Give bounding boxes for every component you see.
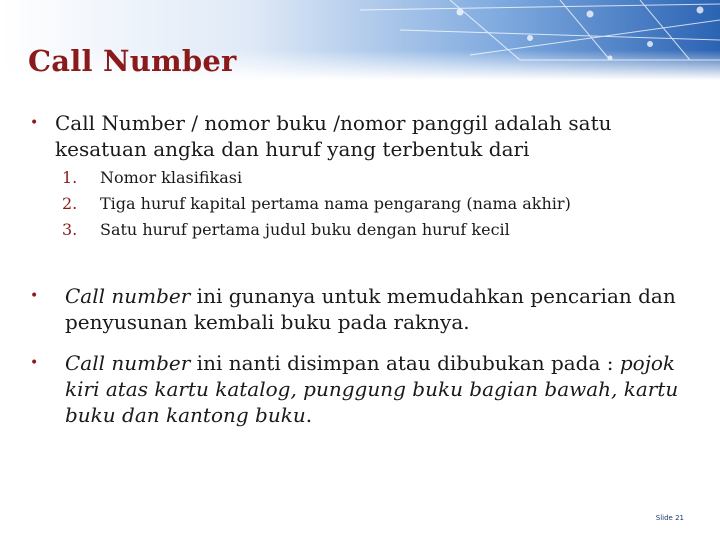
numbered-list xyxy=(62,165,571,243)
list-number: 2. xyxy=(62,194,78,213)
bullet-text: Call Number / nomor buku /nomor panggil adalah satu kesatuan angka dan huruf yang terbentuk dari xyxy=(55,111,612,161)
bullet-body: ini gunanya untuk memudahkan pencarian dan penyusunan kembali buku pada raknya. xyxy=(65,284,676,334)
slide-number: Slide 21 xyxy=(655,514,684,522)
slide-title: Call Number xyxy=(28,44,237,78)
italic-term: Call number xyxy=(65,284,191,308)
bullet-text xyxy=(65,283,690,335)
list-number: 1. xyxy=(62,168,78,187)
list-item xyxy=(62,165,571,191)
italic-term: Call number xyxy=(65,351,191,375)
list-item-text: Tiga huruf kapital pertama nama pengarang (nama akhir) xyxy=(100,194,571,213)
bullet-point-icon: • xyxy=(30,115,39,131)
list-item-text: Satu huruf pertama judul buku dengan huruf kecil xyxy=(100,220,510,239)
bullet-body: ini nanti disimpan atau dibubukan pada : xyxy=(190,351,620,375)
bullet-text xyxy=(65,350,690,428)
bullet-point-icon: • xyxy=(30,355,39,371)
bullet-placement xyxy=(30,350,690,428)
bullet-purpose xyxy=(30,283,690,335)
bullet-definition xyxy=(30,110,690,162)
bullet-end: . xyxy=(305,403,313,427)
list-number: 3. xyxy=(62,220,78,239)
list-item xyxy=(62,217,571,243)
italic-locations: pojok kiri atas kartu katalog, punggung buku bagian bawah, kartu buku dan kantong buku xyxy=(65,351,679,427)
list-item-text: Nomor klasifikasi xyxy=(100,168,243,187)
bullet-point-icon: • xyxy=(30,288,39,304)
list-item xyxy=(62,191,571,217)
